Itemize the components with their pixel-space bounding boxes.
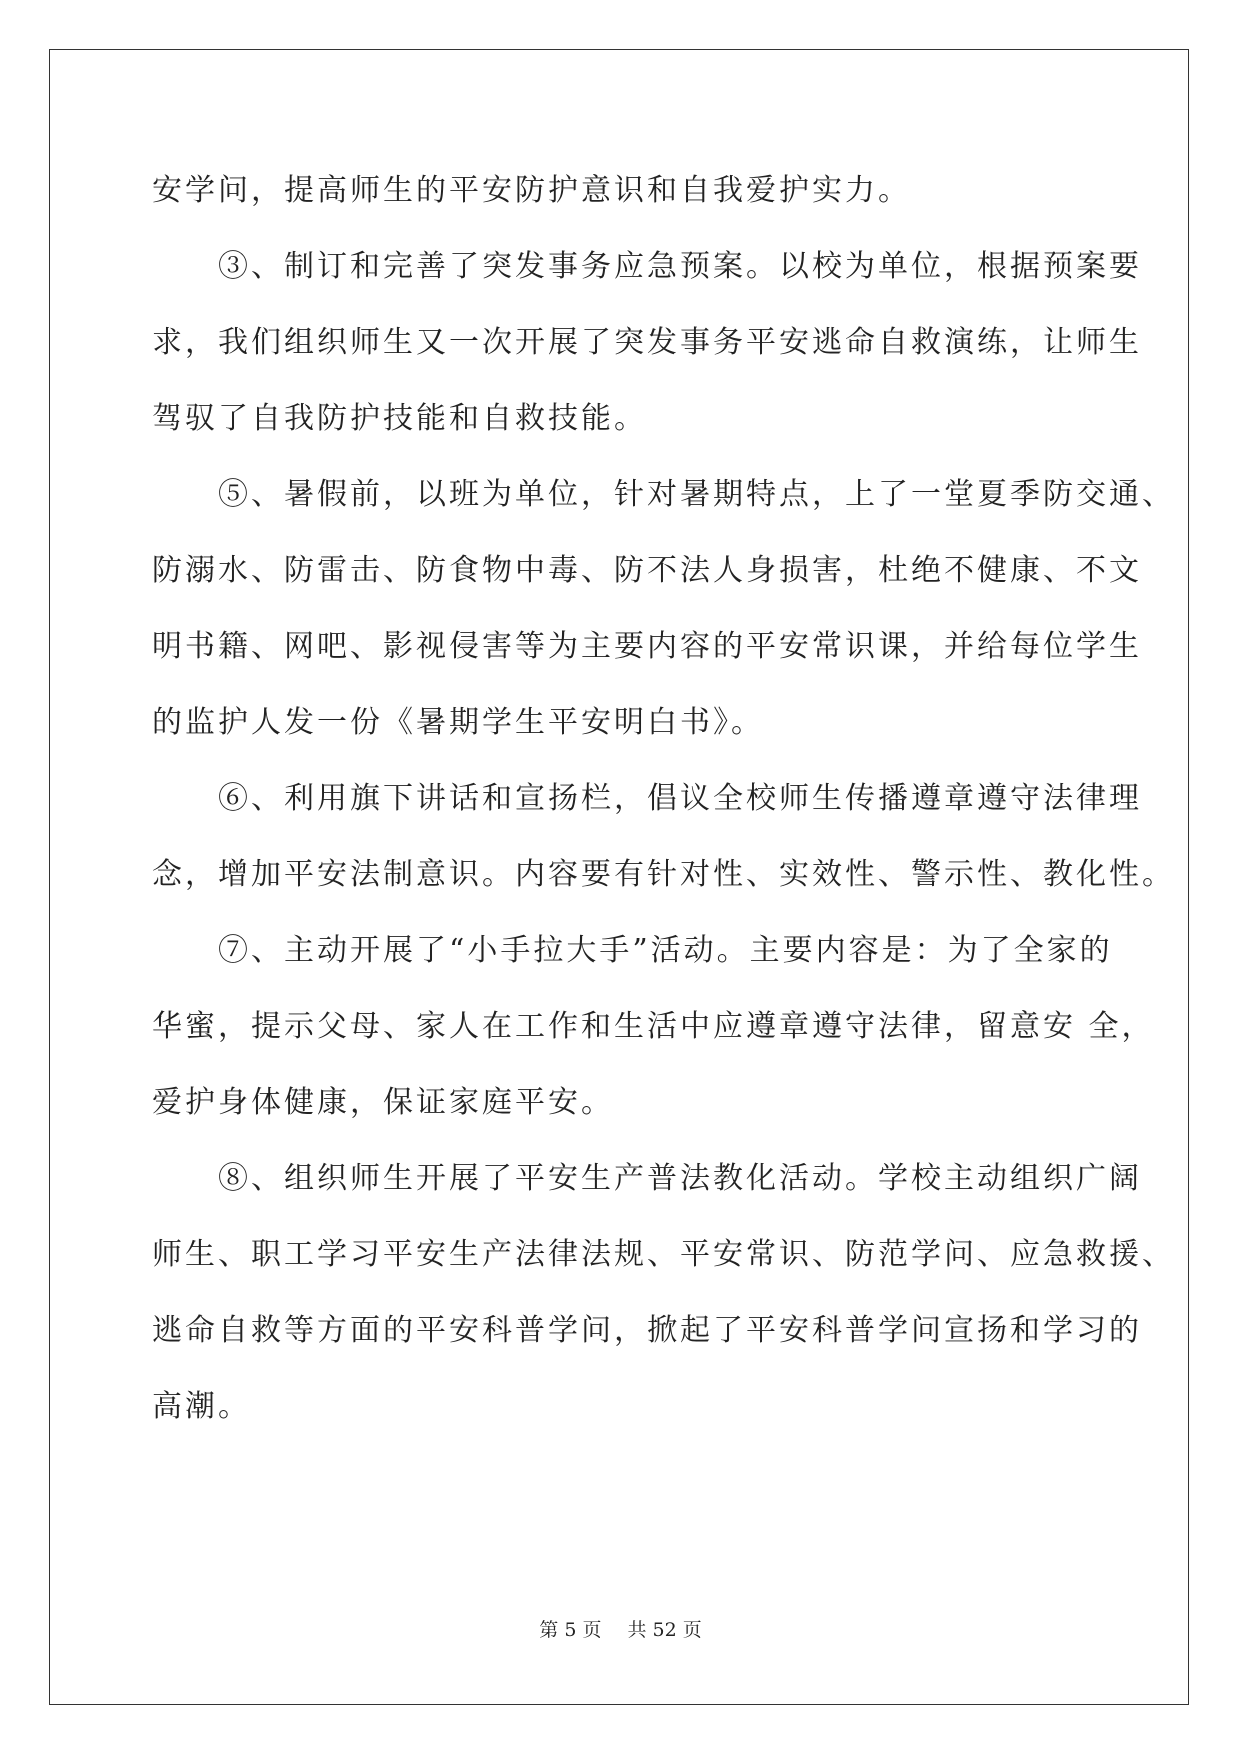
text-line: 高潮。	[152, 1389, 251, 1424]
text-line: 的监护人发一份《暑期学生平安明白书》。	[152, 705, 764, 740]
page-total: 共 52 页	[627, 1619, 702, 1641]
text-line: 防溺水、防雷击、防食物中毒、防不法人身损害，杜绝不健康、不文	[152, 553, 1142, 588]
text-line: 驾驭了自我防护技能和自救技能。	[152, 401, 647, 436]
text-line: 师生、职工学习平安生产法律法规、平安常识、防范学问、应急救援、	[152, 1237, 1175, 1272]
text-line: 华蜜，提示父母、家人在工作和生活中应遵章遵守法律，留意安 全，	[152, 1009, 1155, 1044]
text-line: ⑤、暑假前，以班为单位，针对暑期特点，上了一堂夏季防交通、	[152, 477, 1175, 512]
text-line: 爱护身体健康，保证家庭平安。	[152, 1085, 614, 1120]
text-line: 安学问，提高师生的平安防护意识和自我爱护实力。	[152, 173, 911, 208]
text-line: ⑥、利用旗下讲话和宣扬栏，倡议全校师生传播遵章遵守法律理	[152, 781, 1142, 816]
text-line: 逃命自救等方面的平安科普学问，掀起了平安科普学问宣扬和学习的	[152, 1313, 1142, 1348]
text-line: ⑦、主动开展了“小手拉大手”活动。主要内容是：为了全家的	[152, 933, 1113, 968]
page-number: 第 5 页	[539, 1619, 602, 1641]
page-footer	[0, 1618, 1241, 1642]
text-line: 念，增加平安法制意识。内容要有针对性、实效性、警示性、教化性。	[152, 857, 1175, 892]
text-line: 求，我们组织师生又一次开展了突发事务平安逃命自救演练，让师生	[152, 325, 1142, 360]
text-line: ⑧、组织师生开展了平安生产普法教化活动。学校主动组织广阔	[152, 1161, 1142, 1196]
text-line: 明书籍、网吧、影视侵害等为主要内容的平安常识课，并给每位学生	[152, 629, 1142, 664]
text-line: ③、制订和完善了突发事务应急预案。以校为单位，根据预案要	[152, 249, 1142, 284]
